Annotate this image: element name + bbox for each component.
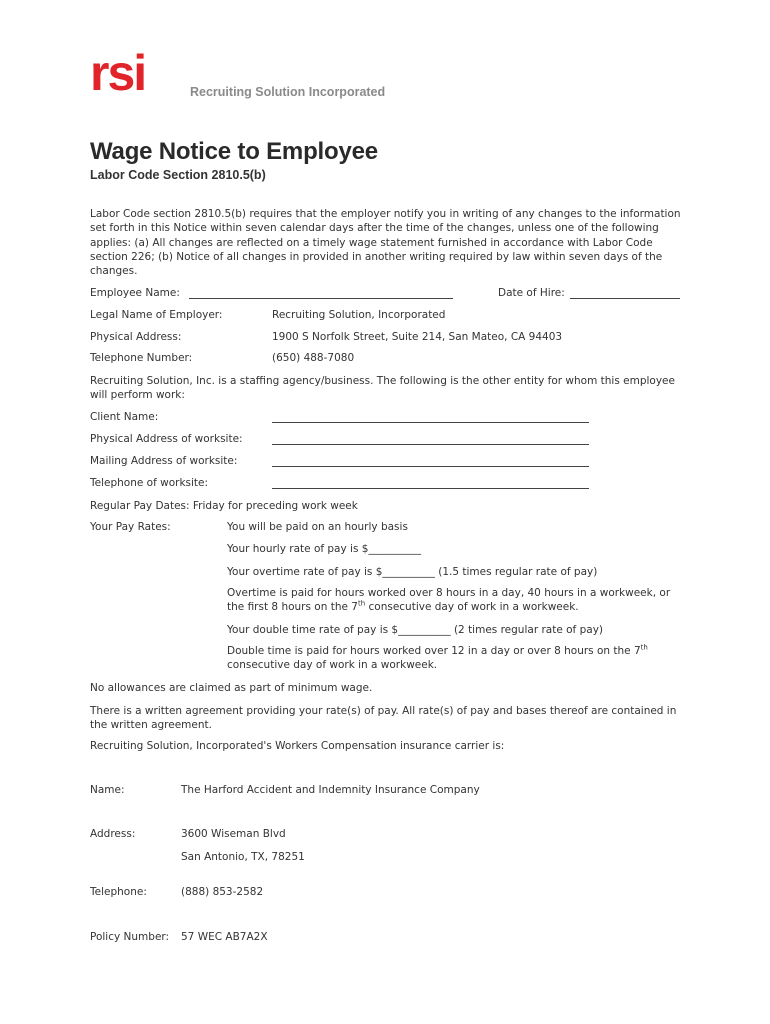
physical-address-value: 1900 S Norfolk Street, Suite 214, San Mateo, CA 94403 [272,331,563,343]
company-name: Recruiting Solution Incorporated [190,85,386,99]
pay-rates-label: Your Pay Rates: [90,521,171,533]
insurer-address-line2: San Antonio, TX, 78251 [181,851,305,863]
date-of-hire-label: Date of Hire: [498,287,565,299]
employee-name-field[interactable] [189,298,453,299]
client-name-field[interactable] [272,422,589,423]
policy-number-label: Policy Number: [90,931,170,943]
worksite-phone-field[interactable] [272,488,589,489]
employee-name-label: Employee Name: [90,287,180,299]
rsi-logo: rsi [90,45,146,101]
physical-address-label: Physical Address: [90,331,182,343]
insurer-phone-label: Telephone: [90,886,147,898]
date-of-hire-field[interactable] [570,298,680,299]
double-time-description-line1: Double time is paid for hours worked over 12 in a day or over 8 hours on the 7th [227,643,648,657]
telephone-label: Telephone Number: [90,352,193,364]
double-time-description-line2: consecutive day of work in a workweek. [227,659,438,671]
worksite-mailing-field[interactable] [272,466,589,467]
worksite-physical-label: Physical Address of worksite: [90,433,243,445]
worksite-physical-field[interactable] [272,444,589,445]
page-title: Wage Notice to Employee [90,138,378,165]
regular-pay-dates: Regular Pay Dates: Friday for preceding work week [90,500,358,512]
insurer-name-label: Name: [90,784,125,796]
policy-number-value: 57 WEC AB7A2X [181,931,268,943]
legal-name-value: Recruiting Solution, Incorporated [272,309,446,321]
overtime-description-line2: the first 8 hours on the 7th consecutive day of work in a workweek. [227,599,579,613]
client-name-label: Client Name: [90,411,159,423]
insurer-address-label: Address: [90,828,136,840]
worksite-phone-label: Telephone of worksite: [90,477,209,489]
allowances-statement: No allowances are claimed as part of minimum wage. [90,682,373,694]
agreement-statement: There is a written agreement providing your rate(s) of pay. All rate(s) of pay and bases thereof are contained in the written agreement. [90,705,677,732]
insurer-name-value: The Harford Accident and Indemnity Insurance Company [181,784,480,796]
staffing-statement: Recruiting Solution, Inc. is a staffing agency/business. The following is the other entity for whom this employee will perform work: [90,375,675,402]
hourly-basis-text: You will be paid on an hourly basis [227,521,408,533]
double-time-rate-text: Your double time rate of pay is $__________ (2 times regular rate of pay) [227,624,604,636]
insurer-phone-value: (888) 853-2582 [181,886,264,898]
insurer-address-line1: 3600 Wiseman Blvd [181,828,286,840]
legal-name-label: Legal Name of Employer: [90,309,223,321]
insurance-intro: Recruiting Solution, Incorporated's Workers Compensation insurance carrier is: [90,740,505,752]
overtime-description-line1: Overtime is paid for hours worked over 8 hours in a day, 40 hours in a workweek, or [227,587,671,599]
hourly-rate-text: Your hourly rate of pay is $__________ [227,543,421,555]
page-subtitle: Labor Code Section 2810.5(b) [90,168,266,182]
worksite-mailing-label: Mailing Address of worksite: [90,455,238,467]
telephone-value: (650) 488-7080 [272,352,355,364]
intro-paragraph: Labor Code section 2810.5(b) requires that the employer notify you in writing of any changes to the information set forth in this Notice within seven calendar days after the time of the changes, unless one of the following applies: (a) All changes are reflected on a timely wage statement furnished in accordance with Labor Code section 226; (b) Notice of all changes in provided in another writing required by law within seven days of the changes. [90,208,681,278]
overtime-rate-text: Your overtime rate of pay is $__________ (1.5 times regular rate of pay) [227,566,598,578]
